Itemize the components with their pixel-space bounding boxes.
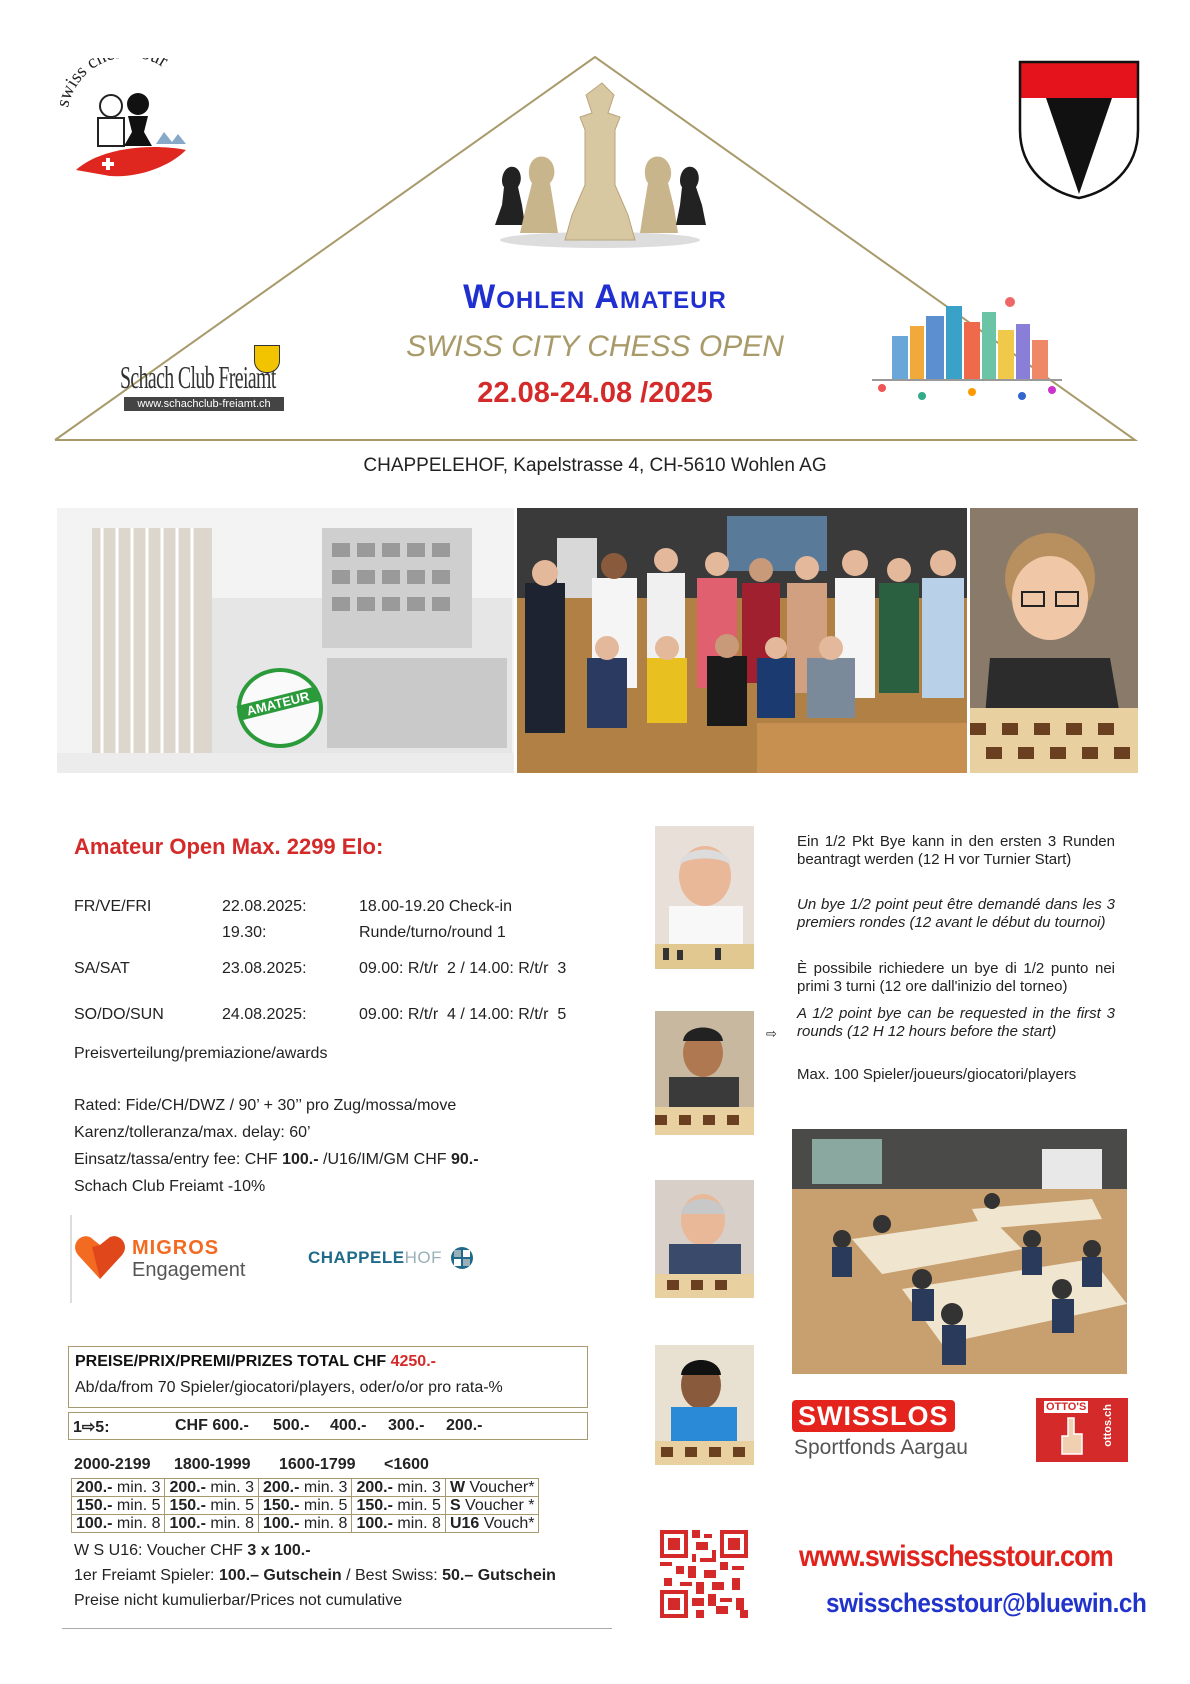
rated-line: Rated: Fide/CH/DWZ / 90’ + 30’’ pro Zug/mossa/move [74, 1097, 457, 1114]
coat-of-arms-icon [1018, 60, 1140, 200]
ottos-text: OTTO'S [1046, 1401, 1087, 1413]
page-title: Wohlen Amateur [463, 278, 727, 316]
cumulative-note: Preise nicht kumulierbar/Prices not cumulative [74, 1592, 403, 1609]
table-cell: 150.- min. 5 [352, 1497, 445, 1515]
schedule-text: 18.00-19.20 Check-in [359, 898, 512, 915]
divider [62, 1628, 612, 1629]
swisslos-text: SWISSLOS [792, 1400, 955, 1432]
table-row [72, 1479, 539, 1497]
schedule-date: 24.08.2025: [222, 1006, 307, 1023]
table-cell: W Voucher* [445, 1479, 539, 1497]
group-photo [517, 508, 967, 773]
swiss-chess-tour-logo [60, 58, 200, 193]
fee-label: Einsatz/tassa/entry fee: CHF [74, 1151, 283, 1168]
voucher-line: W S U16: Voucher CHF 3 x 100.- [74, 1542, 311, 1559]
table-cell: 100.- min. 8 [352, 1515, 445, 1533]
schedule [74, 898, 594, 1028]
schedule-day: SA/SAT [74, 960, 130, 977]
swisslos-sub-text: Sportfonds Aargau [794, 1436, 968, 1459]
player-photo-3 [655, 1180, 754, 1298]
amateur-stamp [237, 668, 323, 748]
schedule-text: 09.00: R/t/r 2 / 14.00: R/t/r 3 [359, 960, 567, 977]
bye-text-fr: Un bye 1/2 point peut être demandé dans les 3 premiers rondes (12 avant le début du tournoi) [797, 896, 1115, 931]
qr-code[interactable] [660, 1530, 748, 1618]
swiss-chess-tour-logo-text: iss c r [61, 58, 172, 91]
page-subtitle: SWISS CITY CHESS OPEN [406, 330, 784, 363]
prizes-heading [75, 1353, 436, 1371]
table-row [72, 1515, 539, 1533]
prize-value: 300.- [388, 1417, 425, 1434]
max-players: Max. 100 Spieler/joueurs/giocatori/players [797, 1066, 1077, 1083]
main-prizes-row [68, 1412, 588, 1440]
ottos-logo [1036, 1398, 1128, 1462]
table-cell: 100.- min. 8 [72, 1515, 165, 1533]
section-title: Amateur Open Max. 2299 Elo: [74, 834, 384, 859]
migros-engagement-logo [70, 1215, 260, 1303]
venue-building-image [57, 508, 514, 773]
table-cell: 200.- min. 3 [258, 1479, 351, 1497]
prize-value: 400.- [330, 1417, 367, 1434]
prize-value: CHF 600.- [175, 1417, 249, 1434]
swisslos-logo [792, 1400, 972, 1462]
player-photo-4 [655, 1345, 754, 1465]
heart-icon [74, 1233, 126, 1281]
club-discount-line: Schach Club Freiamt -10% [74, 1178, 266, 1195]
fee-line [74, 1146, 594, 1173]
table-cell: 200.- min. 3 [165, 1479, 258, 1497]
table-cell: 200.- min. 3 [352, 1479, 445, 1497]
amateur-stamp-text: AMATEUR [236, 686, 319, 720]
prizes-heading-label: PREISE/PRIX/PREMI/PRIZES TOTAL CHF [75, 1353, 391, 1370]
prizes-min-players: Ab/da/from 70 Spieler/giocatori/players, oder/o/or pro rata-% [75, 1379, 503, 1396]
category-header: 1600-1799 [279, 1456, 356, 1473]
table-cell: S Voucher * [445, 1497, 539, 1515]
event-dates: 22.08-24.08 /2025 [477, 377, 713, 409]
fee-reduced-amount: 90.- [451, 1151, 479, 1168]
prizes-notes [74, 1538, 556, 1613]
hand-icon [1058, 1416, 1086, 1456]
chappelehof-logo [308, 1248, 488, 1274]
migros-sub-text: Engagement [132, 1259, 246, 1281]
tournament-info [74, 1092, 594, 1200]
bye-text-en: A 1/2 point bye can be requested in the first 3 rounds (12 H 12 hours before the start) [797, 1005, 1115, 1040]
ottos-url: ottos.ch [1102, 1404, 1114, 1447]
schedule-date: 19.30: [222, 924, 267, 941]
prize-value: 200.- [446, 1417, 483, 1434]
table-cell: 150.- min. 5 [72, 1497, 165, 1515]
prize-rank-label: 1⇨5: [73, 1419, 110, 1436]
table-cell: 100.- min. 8 [258, 1515, 351, 1533]
schach-club-url[interactable]: www.schachclub-freiamt.ch [124, 397, 284, 411]
table-row [72, 1497, 539, 1515]
table-cell: 150.- min. 5 [165, 1497, 258, 1515]
migros-text: MIGROS [132, 1237, 220, 1259]
table-cell: U16 Vouch* [445, 1515, 539, 1533]
bye-text-de: Ein 1/2 Pkt Bye kann in den ersten 3 Runden beantragt werden (12 H vor Turnier Start) [797, 833, 1115, 868]
category-header: <1600 [384, 1456, 429, 1473]
fee-amount: 100.- [282, 1151, 319, 1168]
delay-line: Karenz/tolleranza/max. delay: 60’ [74, 1124, 311, 1141]
schedule-day: SO/DO/SUN [74, 1006, 164, 1023]
category-header: 2000-2199 [74, 1456, 151, 1473]
schedule-day: FR/VE/FRI [74, 898, 152, 915]
website-link[interactable]: www.swisschesstour.com [799, 1540, 1113, 1573]
schedule-date: 23.08.2025: [222, 960, 307, 977]
schedule-text: Runde/turno/round 1 [359, 924, 506, 941]
table-cell: 100.- min. 8 [165, 1515, 258, 1533]
category-prizes-table [71, 1478, 539, 1533]
table-cell: 150.- min. 5 [258, 1497, 351, 1515]
prize-value: 500.- [273, 1417, 310, 1434]
chappelehof-emblem-icon [450, 1246, 474, 1270]
chess-pieces-image [490, 75, 710, 250]
schach-club-logo-text: Schach Club Freiamt [120, 359, 276, 395]
chappelehof-text-a: CHAPPELE [308, 1248, 405, 1267]
chappelehof-text-b: HOF [404, 1248, 442, 1267]
best-player-line: 1er Freiamt Spieler: 100.– Gutschein / Best Swiss: 50.– Gutschein [74, 1567, 556, 1584]
schedule-date: 22.08.2025: [222, 898, 307, 915]
player-photo-1 [655, 826, 754, 969]
arrow-icon: ⇨ [766, 1026, 777, 1041]
fee-reduced-label: /U16/IM/GM CHF [318, 1151, 451, 1168]
boy-playing-chess-photo [970, 508, 1138, 773]
table-cell: 200.- min. 3 [72, 1479, 165, 1497]
venue-address: CHAPPELEHOF, Kapelstrasse 4, CH-5610 Wohlen AG [363, 455, 827, 476]
schedule-text: 09.00: R/t/r 4 / 14.00: R/t/r 5 [359, 1006, 567, 1023]
awards-line: Preisverteilung/premiazione/awards [74, 1045, 328, 1062]
bye-text-it: È possibile richiedere un bye di 1/2 punto nei primi 3 turni (12 ore dall'inizio del torneo) [797, 960, 1115, 995]
category-header: 1800-1999 [174, 1456, 251, 1473]
prizes-total: 4250.- [390, 1353, 436, 1370]
prizes-box [68, 1346, 588, 1408]
tournament-hall-photo [792, 1129, 1127, 1374]
player-photo-2 [655, 1011, 754, 1135]
email-link[interactable]: swisschesstour@bluewin.ch [826, 1588, 1147, 1618]
